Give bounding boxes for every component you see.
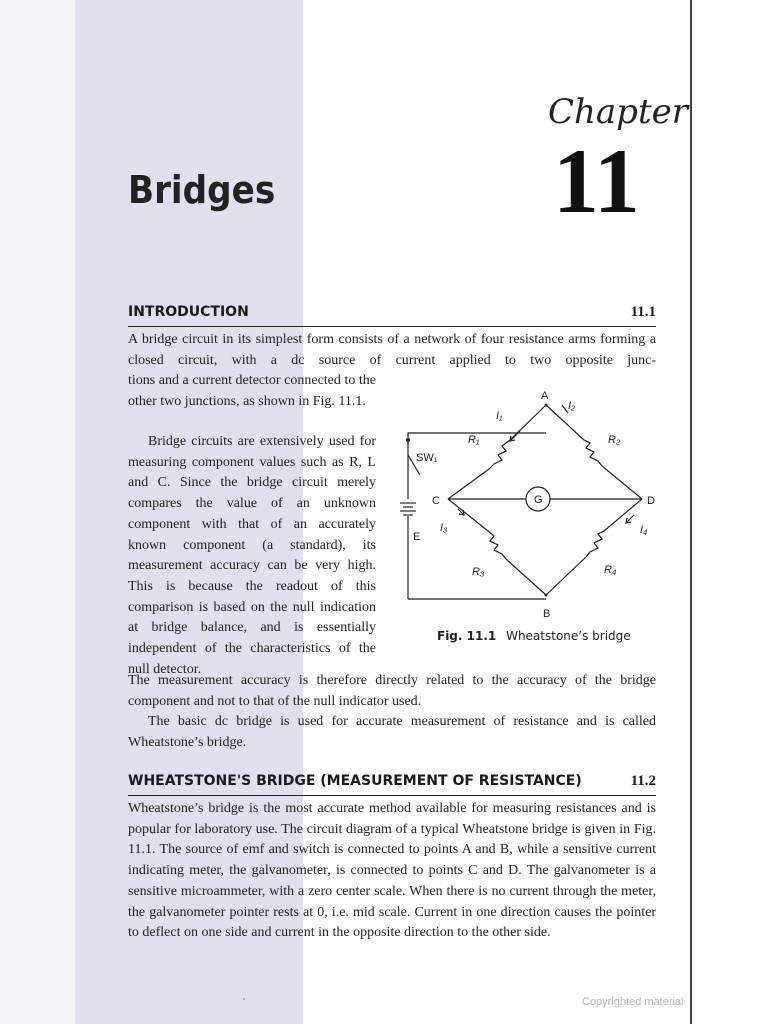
node-c-label: C	[432, 495, 440, 507]
wheatstone-heading-text: WHEATSTONE'S BRIDGE (MEASUREMENT OF RESISTANCE)	[128, 773, 582, 789]
intro-paragraph-3: The basic dc bridge is used for accurate measurement of resistance and is called Wheatstone’s bridge.	[128, 714, 656, 750]
figure-caption	[437, 629, 631, 643]
page-edge	[690, 0, 692, 1024]
node-b-label: B	[543, 608, 551, 620]
wheatstone-heading	[128, 771, 656, 796]
wheatstone-paragraph-1: Wheatstone’s bridge is the most accurate method available for measuring resistances and is popular for laboratory use. The circuit diagram of a typical Wheatstone bridge is given in Fig. 11.1. The source of emf and switch is connected to points A and B, while a sensitive current indicating meter, the galvanometer, is connected to points C and D. The galvanometer is a sensitive microammeter, with a zero center scale. When there is no current through the meter, the galvanometer pointer rests at 0, i.e. mid scale. Current in one direction causes the pointer to deflect on one side and current in the opposite direction to the other side.	[128, 801, 656, 941]
node-a-label: A	[541, 390, 549, 402]
intro-heading-text: INTRODUCTION	[128, 304, 249, 320]
i1-label: I₁	[496, 410, 503, 422]
r4-label: R₄	[604, 564, 617, 576]
copyright-watermark: Copyrighted material	[582, 996, 684, 1008]
page-speck	[243, 998, 245, 1000]
wheatstone-heading-number: 11.2	[630, 773, 656, 789]
chapter-word: Chapter	[548, 92, 688, 132]
intro-paragraph-2: Bridge circuits are extensively used for measuring component values such as R, L and C. Since the bridge circuit merely compares the value of an unknown component with that of an accurately known component (a standard), its measurement accuracy can be very high. This is because the readout of this comparison is based on the null indication at bridge balance, and is essentially independent of the characteristics of the null detector.	[128, 434, 376, 677]
intro-heading	[128, 302, 656, 327]
r3-label: R₃	[472, 566, 485, 578]
intro-paragraph-1: A bridge circuit in its simplest form consists of a network of four resistance arms forming a closed circuit, with a dc source of current applied to two opposite junc-	[128, 332, 656, 368]
wheatstone-circuit-diagram	[398, 383, 668, 628]
intro-paragraph-1-continued: tions and a current detector connected to the other two junctions, as shown in Fig. 11.1.	[128, 373, 376, 409]
node-d-label: D	[647, 495, 655, 507]
wheatstone-figure	[398, 383, 668, 628]
intro-paragraph-2-continued: The measurement accuracy is therefore directly related to the accuracy of the bridge component and not to that of the null indicator used.	[128, 673, 656, 709]
chapter-number: 11	[553, 130, 640, 232]
chapter-title: Bridges	[128, 168, 276, 212]
r1-label: R₁	[468, 434, 480, 446]
page-margin	[0, 0, 75, 1024]
i3-label: I₃	[440, 522, 448, 534]
intro-heading-number: 11.1	[630, 304, 656, 320]
galvanometer-label: G	[534, 494, 543, 506]
r2-label: R₂	[608, 434, 621, 446]
switch-label: SW₁	[416, 452, 438, 464]
figure-caption-number: Fig. 11.1	[437, 629, 497, 643]
figure-caption-text: Wheatstone’s bridge	[506, 629, 631, 643]
i4-label: I₄	[640, 524, 648, 536]
battery-label: E	[413, 531, 421, 543]
i2-label: I₂	[568, 400, 576, 412]
